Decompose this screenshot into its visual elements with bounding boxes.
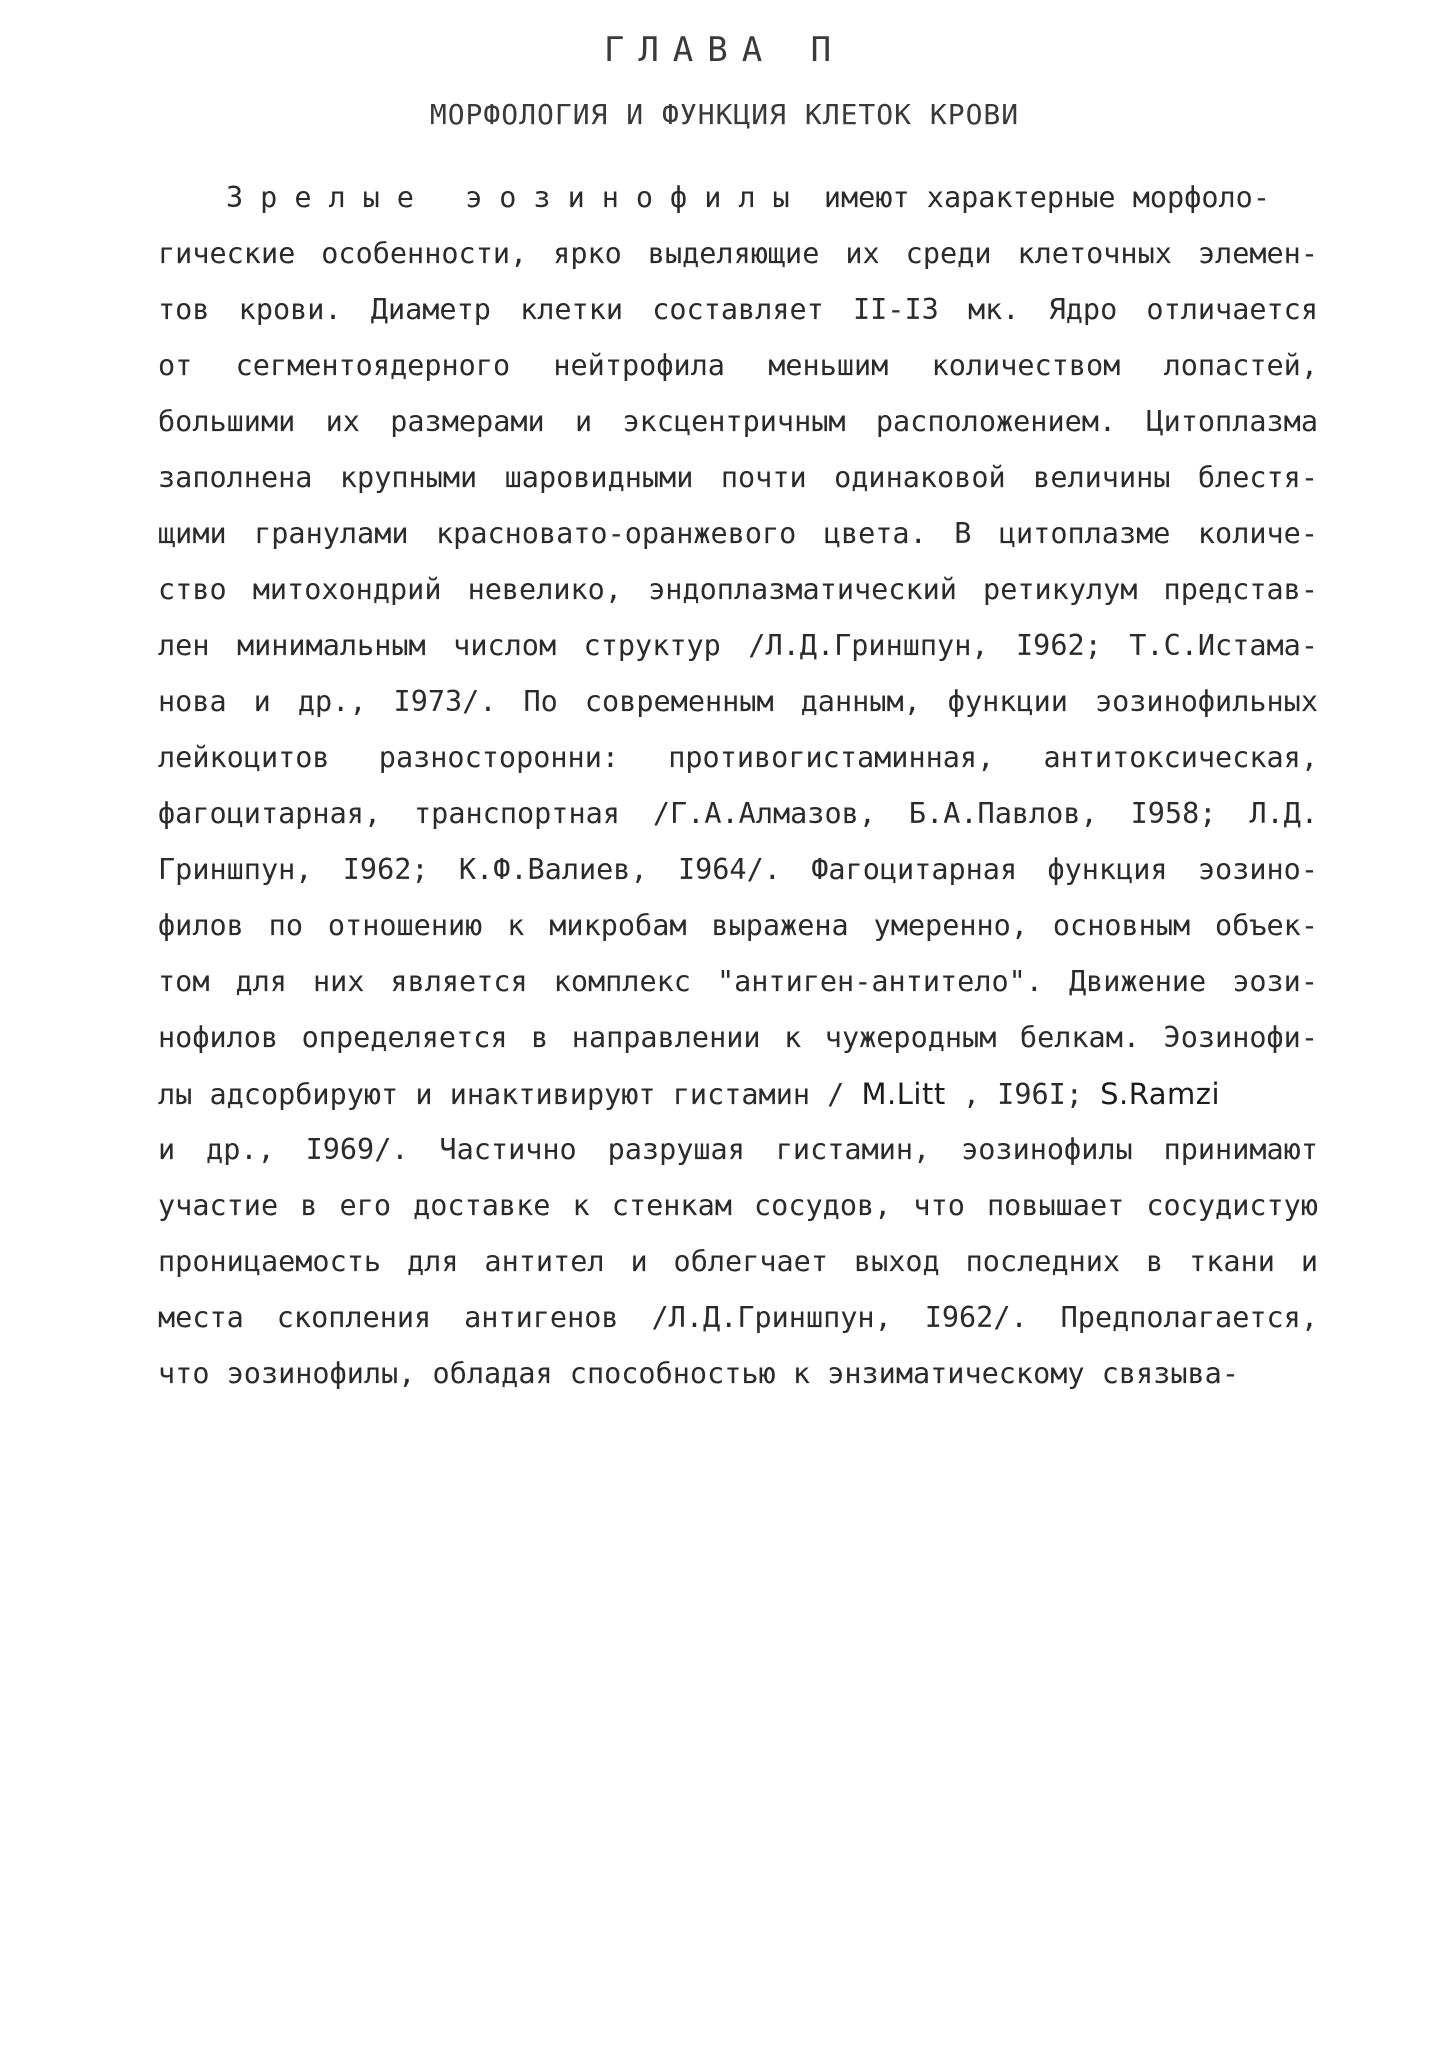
text-line: фагоцитарная, транспортная /Г.А.Алмазов, Б.А.Павлов, I958; Л.Д. <box>158 797 1318 830</box>
text-line: щими гранулами красновато-оранжевого цвета. В цитоплазме количе- <box>158 517 1318 550</box>
handwritten-author: S.Ramzi <box>1100 1077 1221 1111</box>
spaced-term: Зрелые эозинофилы <box>226 181 807 214</box>
text-line: и др., I969/. Частично разрушая гистамин, эозинофилы принимают <box>158 1133 1318 1166</box>
text-line <box>158 1066 1318 1122</box>
text-fragment: , I96I; <box>945 1078 1101 1111</box>
chapter-heading: ГЛАВА П <box>603 30 846 70</box>
text-line: филов по отношению к микробам выражена умеренно, основным объек- <box>158 909 1318 942</box>
text-line: тов крови. Диаметр клетки составляет II-I3 мк. Ядро отличается <box>158 293 1318 326</box>
text-line: большими их размерами и эксцентричным расположением. Цитоплазма <box>158 405 1318 438</box>
text-line: проницаемость для антител и облегчает выход последних в ткани и <box>158 1245 1318 1278</box>
handwritten-author: M.Litt <box>861 1077 946 1111</box>
text-line <box>158 170 1318 226</box>
text-line: гические особенности, ярко выделяющие их среди клеточных элемен- <box>158 237 1318 270</box>
text-line: Гриншпун, I962; К.Ф.Валиев, I964/. Фагоцитарная функция эозино- <box>158 853 1318 886</box>
text-line: участие в его доставке к стенкам сосудов, что повышает сосудистую <box>158 1189 1318 1222</box>
text-fragment: имеют характерные морфоло- <box>806 181 1270 214</box>
chapter-title: МОРФОЛОГИЯ И ФУНКЦИЯ КЛЕТОК КРОВИ <box>429 98 1020 131</box>
text-fragment: лы адсорбируют и инактивируют гистамин / <box>158 1078 862 1111</box>
text-line: что эозинофилы, обладая способностью к энзиматическому связыва- <box>158 1357 1239 1390</box>
text-line: нофилов определяется в направлении к чужеродным белкам. Эозинофи- <box>158 1021 1318 1054</box>
text-line: ство митохондрий невелико, эндоплазматический ретикулум представ- <box>158 573 1318 606</box>
text-line: от сегментоядерного нейтрофила меньшим количеством лопастей, <box>158 349 1318 382</box>
text-line: лен минимальным числом структур /Л.Д.Гриншпун, I962; Т.С.Истама- <box>158 629 1318 662</box>
text-line: том для них является комплекс "антиген-антитело". Движение эози- <box>158 965 1318 998</box>
text-line: лейкоцитов разносторонни: противогистаминная, антитоксическая, <box>158 741 1318 774</box>
text-line: заполнена крупными шаровидными почти одинаковой величины блестя- <box>158 461 1318 494</box>
text-line: нова и др., I973/. По современным данным, функции эозинофильных <box>158 685 1318 718</box>
text-line: места скопления антигенов /Л.Д.Гриншпун, I962/. Предполагается, <box>158 1301 1318 1334</box>
body-text <box>158 170 1318 1402</box>
